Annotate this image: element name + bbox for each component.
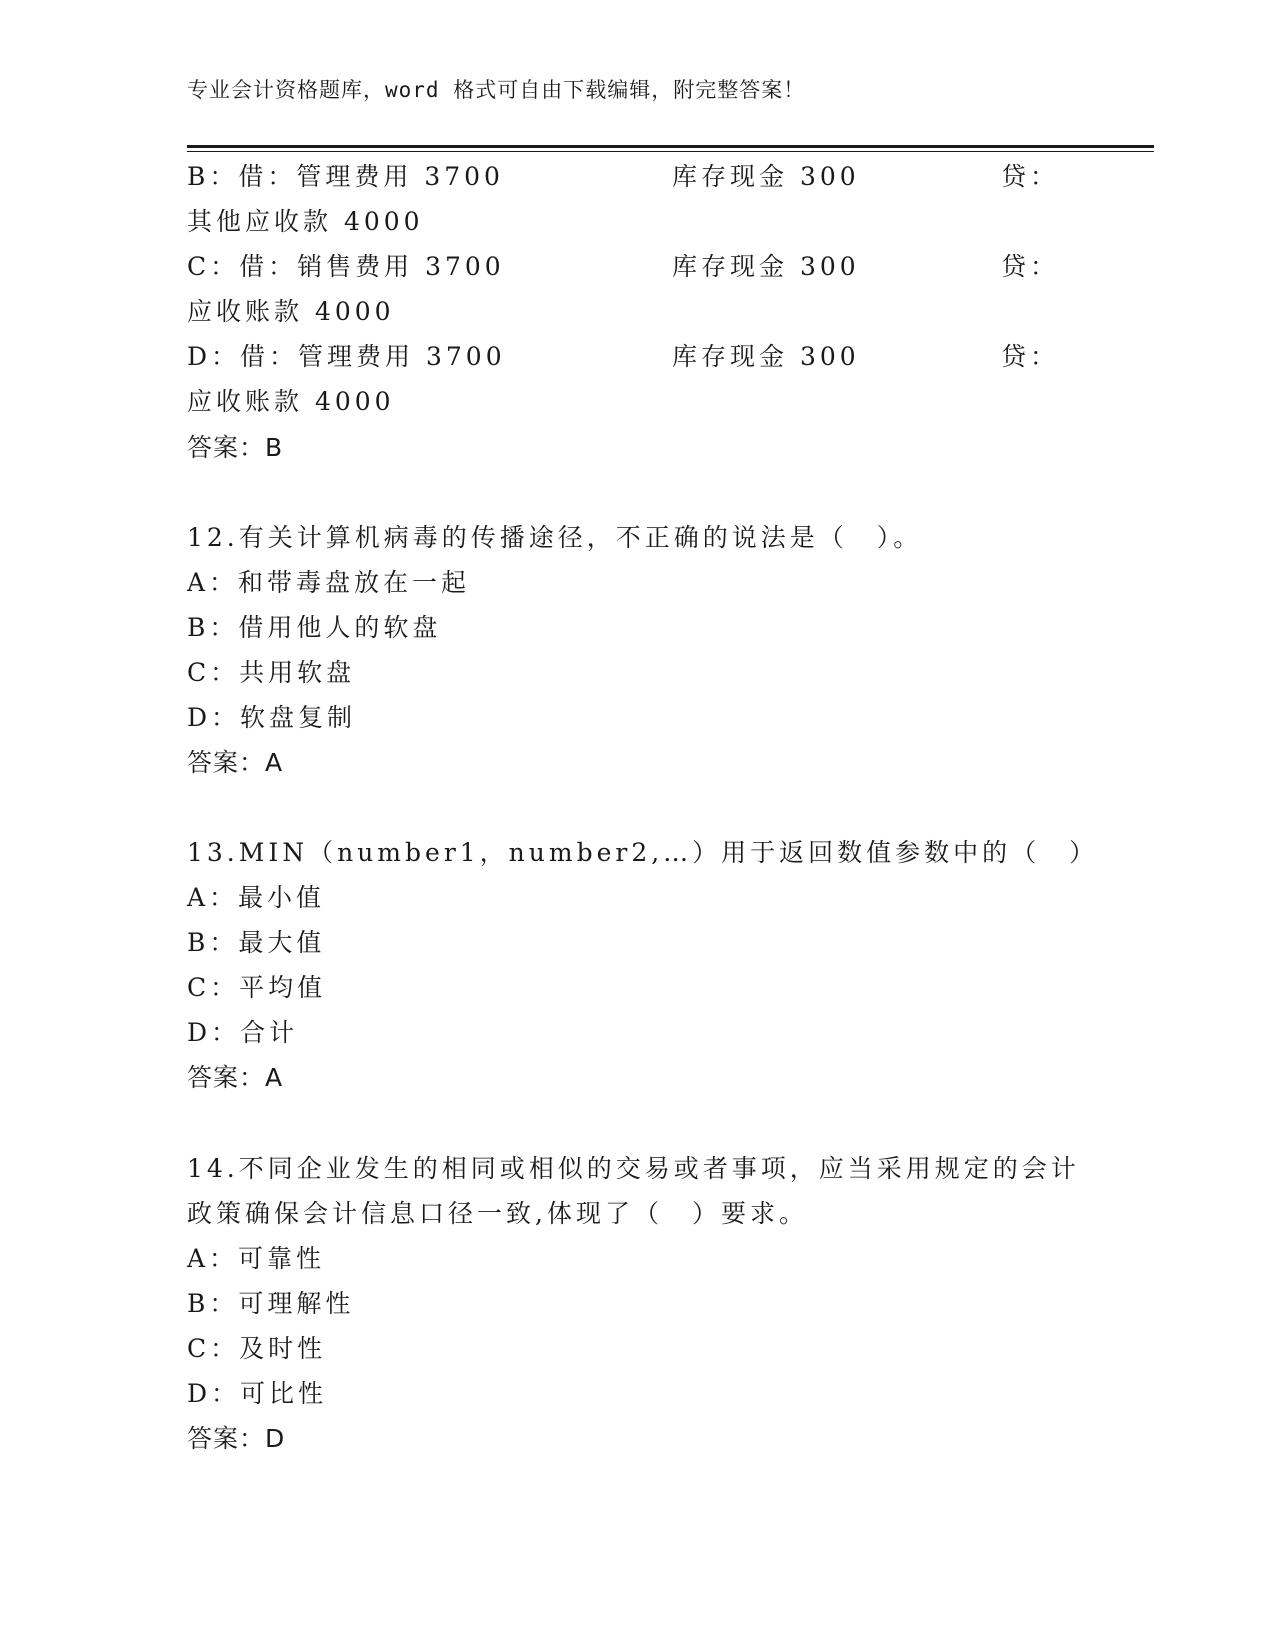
q11-option-d-credit-account: 应收账款 4000 <box>187 387 395 416</box>
q12-stem: 12.有关计算机病毒的传播途径，不正确的说法是（ ）。 <box>187 523 923 552</box>
q14-option-c: C：及时性 <box>187 1334 327 1363</box>
q11-option-c-cash: 库存现金 300 <box>672 252 860 281</box>
q12-option-a: A：和带毒盘放在一起 <box>187 568 471 597</box>
q13-option-b: B：最大值 <box>187 928 326 957</box>
q14-option-d: D：可比性 <box>187 1379 328 1408</box>
q13-stem: 13.MIN（number1，number2,…）用于返回数值参数中的（ ） <box>187 838 1099 867</box>
q13-option-a: A：最小值 <box>187 883 326 912</box>
q14-option-b: B：可理解性 <box>187 1289 355 1318</box>
page-header: 专业会计资格题库，word 格式可自由下载编辑，附完整答案！ <box>187 78 806 102</box>
q11-option-b-cash: 库存现金 300 <box>672 162 860 191</box>
header-rule-thick <box>187 145 1154 148</box>
q11-option-b-credit-account: 其他应收款 4000 <box>187 207 424 236</box>
q13-option-d: D：合计 <box>187 1018 299 1047</box>
q11-option-c-debit: C：借：销售费用 3700 <box>187 252 505 281</box>
q13-option-c: C：平均值 <box>187 973 327 1002</box>
q11-option-b-credit: 贷： <box>1001 162 1060 191</box>
q12-option-d: D：软盘复制 <box>187 703 357 732</box>
q14-option-a: A：可靠性 <box>187 1244 326 1273</box>
q14-answer: 答案：D <box>187 1424 286 1453</box>
q11-answer: 答案：B <box>187 433 284 462</box>
q11-option-b-debit: B：借：管理费用 3700 <box>187 162 504 191</box>
q12-answer: 答案：A <box>187 748 284 777</box>
q11-option-d-cash: 库存现金 300 <box>672 342 860 371</box>
q14-stem-line-1: 14.不同企业发生的相同或相似的交易或者事项，应当采用规定的会计 <box>187 1154 1080 1183</box>
q12-option-b: B：借用他人的软盘 <box>187 613 442 642</box>
q14-stem-line-2: 政策确保会计信息口径一致,体现了（ ）要求。 <box>187 1199 808 1228</box>
q12-option-c: C：共用软盘 <box>187 658 356 687</box>
q11-option-d-debit: D：借：管理费用 3700 <box>187 342 506 371</box>
header-rule-thin <box>187 151 1154 152</box>
q11-option-c-credit-account: 应收账款 4000 <box>187 297 395 326</box>
q11-option-d-credit: 贷： <box>1001 342 1060 371</box>
q13-answer: 答案：A <box>187 1063 284 1092</box>
q11-option-c-credit: 贷： <box>1001 252 1060 281</box>
